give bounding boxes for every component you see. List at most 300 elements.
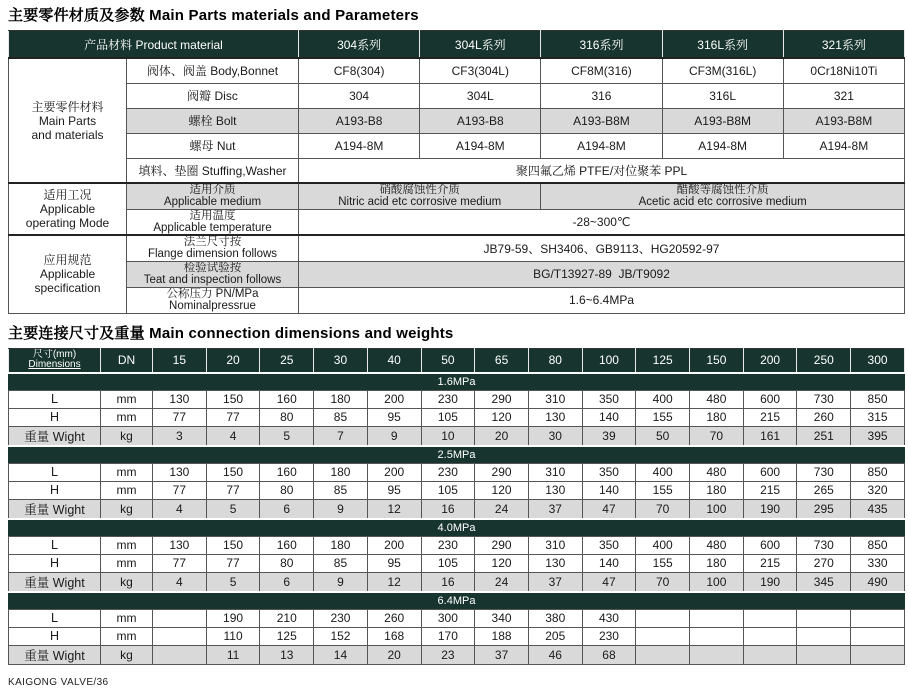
pressure-band-label: 1.6MPa xyxy=(9,373,905,391)
value-cell: 100 xyxy=(690,572,744,592)
value-cell: 215 xyxy=(743,408,797,426)
value-cell: 150 xyxy=(206,390,260,408)
value-cell: 160 xyxy=(260,390,314,408)
value-cell: 120 xyxy=(475,408,529,426)
value-cell: 400 xyxy=(636,536,690,554)
dimensions-header-row xyxy=(9,348,905,373)
value-cell: 330 xyxy=(851,554,905,572)
row-label: L xyxy=(9,536,101,554)
value-cell: A193-B8M xyxy=(541,108,662,133)
size-header: 300 xyxy=(851,348,905,373)
row-label: 重量 Wight xyxy=(9,426,101,446)
footer-text: KAIGONG VALVE/36 xyxy=(8,676,109,688)
row-label: 适用介质 Applicable medium xyxy=(127,183,299,209)
value-cell: 480 xyxy=(690,390,744,408)
value-cell: 130 xyxy=(153,536,207,554)
row-label: 重量 Wight xyxy=(9,499,101,519)
value-cell xyxy=(153,609,207,627)
value-cell: 39 xyxy=(582,426,636,446)
value-cell: 435 xyxy=(851,499,905,519)
value-cell: 290 xyxy=(475,463,529,481)
value-cell: 85 xyxy=(314,481,368,499)
value-cell: 6 xyxy=(260,572,314,592)
value-cell: 110 xyxy=(206,627,260,645)
value-cell xyxy=(690,609,744,627)
table-row xyxy=(9,645,905,664)
value-cell: 310 xyxy=(528,390,582,408)
value-cell: 12 xyxy=(367,572,421,592)
group-label: Applicable xyxy=(39,202,96,216)
value-cell: 155 xyxy=(636,408,690,426)
table-row xyxy=(9,609,905,627)
value-cell: 180 xyxy=(314,463,368,481)
value-cell: 11 xyxy=(206,645,260,664)
value-cell: 80 xyxy=(260,481,314,499)
value-cell xyxy=(851,609,905,627)
value-cell: 200 xyxy=(367,463,421,481)
value-cell: 230 xyxy=(421,536,475,554)
value-cell: 380 xyxy=(528,609,582,627)
table-row xyxy=(9,133,905,158)
unit-cell: mm xyxy=(101,408,153,426)
value-cell: 600 xyxy=(743,536,797,554)
value-cell: 850 xyxy=(851,463,905,481)
value-cell: A193-B8M xyxy=(662,108,783,133)
value-cell: 4 xyxy=(206,426,260,446)
row-label: H xyxy=(9,554,101,572)
value-cell: 350 xyxy=(582,390,636,408)
value-cell: 251 xyxy=(797,426,851,446)
value-cell: 155 xyxy=(636,481,690,499)
size-header: 250 xyxy=(797,348,851,373)
value-cell: 105 xyxy=(421,481,475,499)
value-cell: 77 xyxy=(206,408,260,426)
table-row xyxy=(9,426,905,446)
group-label: Main Parts xyxy=(38,113,97,128)
row-label: L xyxy=(9,609,101,627)
value-cell: 152 xyxy=(314,627,368,645)
value-cell: 37 xyxy=(528,572,582,592)
size-header: 80 xyxy=(528,348,582,373)
value-cell: 215 xyxy=(743,481,797,499)
series-header-316l: 316L系列 xyxy=(662,31,783,59)
value-cell: 430 xyxy=(582,609,636,627)
value-cell: A194-8M xyxy=(662,133,783,158)
value-cell xyxy=(153,645,207,664)
value-cell: 37 xyxy=(528,499,582,519)
value-cell: 6 xyxy=(260,499,314,519)
value-cell: A193-B8 xyxy=(420,108,541,133)
group-label: specification xyxy=(34,281,101,296)
size-header: 20 xyxy=(206,348,260,373)
value-cell: 0Cr18Ni10Ti xyxy=(783,58,904,83)
dimensions-table-body xyxy=(9,373,905,665)
table-row xyxy=(9,58,905,83)
table-row xyxy=(9,235,905,261)
value-cell: 24 xyxy=(475,572,529,592)
value-cell: JB79-59、SH3406、GB9113、HG20592-97 xyxy=(299,235,905,261)
value-cell: 265 xyxy=(797,481,851,499)
row-label: 阀体、阀盖 Body,Bonnet xyxy=(127,58,299,83)
value-cell: 95 xyxy=(367,408,421,426)
value-cell xyxy=(743,609,797,627)
value-cell: 1.6~6.4MPa xyxy=(299,287,905,313)
value-cell: 300 xyxy=(421,609,475,627)
value-cell xyxy=(153,627,207,645)
value-cell: 316L xyxy=(662,83,783,108)
value-cell: 20 xyxy=(475,426,529,446)
row-label: L xyxy=(9,463,101,481)
value-cell: 400 xyxy=(636,390,690,408)
value-cell: 168 xyxy=(367,627,421,645)
pressure-band-label: 4.0MPa xyxy=(9,519,905,537)
value-cell: 215 xyxy=(743,554,797,572)
table-row xyxy=(9,554,905,572)
value-cell: 130 xyxy=(528,554,582,572)
value-cell: 140 xyxy=(582,554,636,572)
table-row xyxy=(9,481,905,499)
value-cell: 150 xyxy=(206,536,260,554)
value-cell: 70 xyxy=(636,499,690,519)
row-label: 重量 Wight xyxy=(9,645,101,664)
value-cell xyxy=(690,627,744,645)
value-cell: 190 xyxy=(206,609,260,627)
series-header-316: 316系列 xyxy=(541,31,662,59)
row-label: 适用温度 Applicable temperature xyxy=(127,209,299,235)
value-cell xyxy=(636,609,690,627)
value-cell: 170 xyxy=(421,627,475,645)
value-cell: 聚四氟乙烯 PTFE/对位聚苯 PPL xyxy=(299,158,905,183)
value-cell: 490 xyxy=(851,572,905,592)
value-cell xyxy=(797,609,851,627)
value-cell: 105 xyxy=(421,408,475,426)
value-cell: 23 xyxy=(421,645,475,664)
series-header-321: 321系列 xyxy=(783,31,904,59)
value-cell: 12 xyxy=(367,499,421,519)
value-cell: 290 xyxy=(475,390,529,408)
value-cell: 395 xyxy=(851,426,905,446)
value-cell: CF3M(316L) xyxy=(662,58,783,83)
page-title-materials: 主要零件材质及参数 Main Parts materials and Parameters xyxy=(8,7,419,24)
value-cell: 70 xyxy=(636,572,690,592)
value-cell: 295 xyxy=(797,499,851,519)
value-cell: 340 xyxy=(475,609,529,627)
value-cell: 320 xyxy=(851,481,905,499)
size-header: 25 xyxy=(260,348,314,373)
unit-cell: mm xyxy=(101,554,153,572)
value-cell: 30 xyxy=(528,426,582,446)
value-cell: 180 xyxy=(690,408,744,426)
table-row xyxy=(9,627,905,645)
value-cell: 24 xyxy=(475,499,529,519)
value-cell: 290 xyxy=(475,536,529,554)
pressure-band-label: 6.4MPa xyxy=(9,592,905,610)
value-cell: 120 xyxy=(475,481,529,499)
value-cell: 200 xyxy=(367,390,421,408)
table-row xyxy=(9,390,905,408)
dn-header-cell: DN xyxy=(101,348,153,373)
value-cell: 730 xyxy=(797,390,851,408)
size-header: 50 xyxy=(421,348,475,373)
table-row xyxy=(9,499,905,519)
table-row xyxy=(9,261,905,287)
value-cell: 14 xyxy=(314,645,368,664)
value-cell: 5 xyxy=(206,572,260,592)
value-cell: 95 xyxy=(367,554,421,572)
value-cell: 77 xyxy=(206,481,260,499)
group-operating-mode xyxy=(9,183,127,235)
value-cell xyxy=(851,645,905,664)
value-cell: 7 xyxy=(314,426,368,446)
table-row xyxy=(9,572,905,592)
value-cell: BG/T13927-89 JB/T9092 xyxy=(299,261,905,287)
value-cell: CF8(304) xyxy=(299,58,420,83)
value-cell: 315 xyxy=(851,408,905,426)
value-cell: 140 xyxy=(582,408,636,426)
value-cell: 4 xyxy=(153,499,207,519)
value-cell: 77 xyxy=(153,554,207,572)
unit-cell: kg xyxy=(101,499,153,519)
value-cell: 150 xyxy=(206,463,260,481)
value-cell xyxy=(743,645,797,664)
row-label: H xyxy=(9,627,101,645)
size-header: 65 xyxy=(475,348,529,373)
group-main-parts xyxy=(9,58,127,183)
value-cell: 180 xyxy=(314,536,368,554)
value-cell: A194-8M xyxy=(783,133,904,158)
value-cell xyxy=(636,627,690,645)
value-cell: 190 xyxy=(743,572,797,592)
value-cell xyxy=(743,627,797,645)
value-cell: 20 xyxy=(367,645,421,664)
value-cell: 70 xyxy=(690,426,744,446)
value-cell: 270 xyxy=(797,554,851,572)
table-row xyxy=(9,83,905,108)
row-label: 检验试验按 Teat and inspection follows xyxy=(127,261,299,287)
table-row xyxy=(9,287,905,313)
value-cell: 37 xyxy=(475,645,529,664)
value-cell: 9 xyxy=(314,499,368,519)
series-header-304l: 304L系列 xyxy=(420,31,541,59)
value-cell: 130 xyxy=(528,481,582,499)
value-cell xyxy=(851,627,905,645)
value-cell: 304L xyxy=(420,83,541,108)
size-header: 15 xyxy=(153,348,207,373)
value-cell: 230 xyxy=(314,609,368,627)
value-cell: 180 xyxy=(314,390,368,408)
unit-cell: kg xyxy=(101,426,153,446)
size-header: 40 xyxy=(367,348,421,373)
value-cell: 730 xyxy=(797,536,851,554)
value-cell: 77 xyxy=(153,408,207,426)
value-cell: 210 xyxy=(260,609,314,627)
value-cell: 50 xyxy=(636,426,690,446)
value-cell: 188 xyxy=(475,627,529,645)
value-cell: 730 xyxy=(797,463,851,481)
value-cell: 4 xyxy=(153,572,207,592)
row-label: 螺栓 Bolt xyxy=(127,108,299,133)
value-cell: 5 xyxy=(260,426,314,446)
value-cell: 850 xyxy=(851,536,905,554)
size-header: 125 xyxy=(636,348,690,373)
value-cell: A193-B8M xyxy=(783,108,904,133)
value-cell-acetic: 醋酸等腐蚀性介质 Acetic acid etc corrosive medium xyxy=(541,183,905,209)
value-cell: 120 xyxy=(475,554,529,572)
group-label: Applicable xyxy=(39,267,96,282)
row-label: L xyxy=(9,390,101,408)
value-cell: 105 xyxy=(421,554,475,572)
value-cell: 140 xyxy=(582,481,636,499)
value-cell: 180 xyxy=(690,554,744,572)
row-label: 螺母 Nut xyxy=(127,133,299,158)
value-cell: 9 xyxy=(314,572,368,592)
value-cell: 10 xyxy=(421,426,475,446)
materials-table xyxy=(8,30,905,314)
group-label: 主要零件材料 xyxy=(31,99,104,114)
page-title-dimensions: 主要连接尺寸及重量 Main connection dimensions and weights xyxy=(8,324,454,342)
unit-cell: kg xyxy=(101,645,153,664)
value-cell: 480 xyxy=(690,536,744,554)
value-cell: 230 xyxy=(421,390,475,408)
pressure-band-row xyxy=(9,446,905,464)
value-cell: 77 xyxy=(206,554,260,572)
unit-cell: mm xyxy=(101,481,153,499)
value-cell: A194-8M xyxy=(299,133,420,158)
value-cell: 80 xyxy=(260,408,314,426)
value-cell: 47 xyxy=(582,572,636,592)
value-cell: 100 xyxy=(690,499,744,519)
value-cell xyxy=(797,645,851,664)
table-row xyxy=(9,183,905,209)
value-cell: 310 xyxy=(528,463,582,481)
value-cell: 77 xyxy=(153,481,207,499)
value-cell xyxy=(636,645,690,664)
value-cell: 480 xyxy=(690,463,744,481)
value-cell: 260 xyxy=(367,609,421,627)
value-cell: 13 xyxy=(260,645,314,664)
size-header: 30 xyxy=(314,348,368,373)
unit-cell: mm xyxy=(101,463,153,481)
value-cell: 125 xyxy=(260,627,314,645)
value-cell: CF3(304L) xyxy=(420,58,541,83)
value-cell: 345 xyxy=(797,572,851,592)
group-specification xyxy=(9,235,127,313)
table-row xyxy=(9,158,905,183)
table-row xyxy=(9,408,905,426)
value-cell: 85 xyxy=(314,554,368,572)
value-cell: 260 xyxy=(797,408,851,426)
table-row xyxy=(9,108,905,133)
row-label: 公称压力 PN/MPa Nominalpressrue xyxy=(127,287,299,313)
unit-cell: mm xyxy=(101,390,153,408)
value-cell: 5 xyxy=(206,499,260,519)
series-header-304: 304系列 xyxy=(299,31,420,59)
value-cell: 68 xyxy=(582,645,636,664)
size-header: 150 xyxy=(690,348,744,373)
value-cell: 80 xyxy=(260,554,314,572)
unit-cell: mm xyxy=(101,627,153,645)
table-row xyxy=(9,209,905,235)
value-cell: 205 xyxy=(528,627,582,645)
value-cell: A194-8M xyxy=(541,133,662,158)
value-cell: 16 xyxy=(421,499,475,519)
value-cell: 180 xyxy=(690,481,744,499)
value-cell: A194-8M xyxy=(420,133,541,158)
value-cell: 316 xyxy=(541,83,662,108)
value-cell: 160 xyxy=(260,536,314,554)
table-row xyxy=(9,536,905,554)
row-label: 填料、垫圈 Stuffing,Washer xyxy=(127,158,299,183)
value-cell: -28~300℃ xyxy=(299,209,905,235)
row-label: 重量 Wight xyxy=(9,572,101,592)
pressure-band-label: 2.5MPa xyxy=(9,446,905,464)
value-cell: 130 xyxy=(528,408,582,426)
value-cell: 155 xyxy=(636,554,690,572)
table-row xyxy=(9,463,905,481)
value-cell: CF8M(316) xyxy=(541,58,662,83)
value-cell: 321 xyxy=(783,83,904,108)
value-cell: 850 xyxy=(851,390,905,408)
value-cell: 400 xyxy=(636,463,690,481)
pressure-band-row xyxy=(9,373,905,391)
row-label: 法兰尺寸按 Flange dimension follows xyxy=(127,235,299,261)
value-cell: 190 xyxy=(743,499,797,519)
value-cell: 304 xyxy=(299,83,420,108)
materials-header-row xyxy=(9,31,905,59)
value-cell: 230 xyxy=(582,627,636,645)
row-label: 阀瓣 Disc xyxy=(127,83,299,108)
value-cell: 85 xyxy=(314,408,368,426)
value-cell: 9 xyxy=(367,426,421,446)
value-cell: 46 xyxy=(528,645,582,664)
value-cell: 600 xyxy=(743,463,797,481)
value-cell: 130 xyxy=(153,390,207,408)
group-label: 适用工况 xyxy=(43,188,92,202)
value-cell: 310 xyxy=(528,536,582,554)
unit-cell: mm xyxy=(101,536,153,554)
product-material-header: 产品材料 Product material xyxy=(9,31,299,59)
group-label: 应用规范 xyxy=(43,253,92,268)
value-cell: 160 xyxy=(260,463,314,481)
value-cell: 3 xyxy=(153,426,207,446)
unit-cell: mm xyxy=(101,609,153,627)
value-cell: 47 xyxy=(582,499,636,519)
value-cell: 600 xyxy=(743,390,797,408)
value-cell: 16 xyxy=(421,572,475,592)
row-label: H xyxy=(9,481,101,499)
value-cell: 95 xyxy=(367,481,421,499)
pressure-band-row xyxy=(9,519,905,537)
value-cell: 200 xyxy=(367,536,421,554)
value-cell: 230 xyxy=(421,463,475,481)
value-cell: A193-B8 xyxy=(299,108,420,133)
value-cell: 350 xyxy=(582,536,636,554)
unit-cell: kg xyxy=(101,572,153,592)
value-cell xyxy=(797,627,851,645)
value-cell: 350 xyxy=(582,463,636,481)
group-label: and materials xyxy=(31,127,104,142)
dimensions-header-cell: 尺寸(mm) Dimensions xyxy=(9,348,101,373)
value-cell: 161 xyxy=(743,426,797,446)
value-cell-nitric: 硝酸腐蚀性介质 Nitric acid etc corrosive medium xyxy=(299,183,541,209)
value-cell xyxy=(690,645,744,664)
dimensions-table xyxy=(8,348,905,665)
row-label: H xyxy=(9,408,101,426)
group-label: operating Mode xyxy=(25,216,110,230)
pressure-band-row xyxy=(9,592,905,610)
value-cell: 130 xyxy=(153,463,207,481)
size-header: 200 xyxy=(743,348,797,373)
